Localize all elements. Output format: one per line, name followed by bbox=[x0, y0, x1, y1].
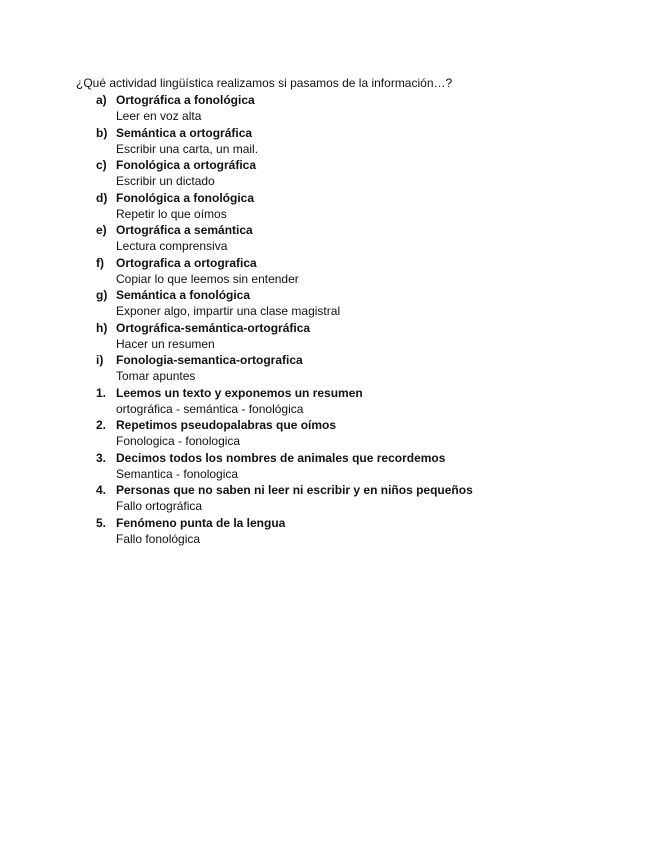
list-item bbox=[96, 450, 616, 483]
item-marker: 5. bbox=[96, 515, 107, 530]
item-detail: ortográfica - semántica - fonológica bbox=[116, 401, 304, 416]
item-content bbox=[116, 352, 616, 385]
item-detail: Exponer algo, impartir una clase magistral bbox=[116, 304, 341, 318]
item-content bbox=[116, 515, 616, 548]
item-title: Leemos un texto y exponemos un resumen bbox=[116, 385, 363, 400]
item-title: Semántica a fonológica bbox=[116, 288, 251, 302]
item-detail: Fallo ortográfica bbox=[116, 499, 203, 513]
item-marker: f) bbox=[96, 255, 104, 270]
item-detail: Lectura comprensiva bbox=[116, 239, 228, 253]
item-content bbox=[116, 92, 616, 125]
item-marker: g) bbox=[96, 288, 108, 302]
item-marker: a) bbox=[96, 93, 107, 107]
item-marker: 2. bbox=[96, 418, 107, 432]
item-title: Ortográfica a semántica bbox=[116, 223, 253, 237]
list-item bbox=[96, 125, 616, 158]
list-item bbox=[96, 222, 616, 255]
list-item bbox=[96, 417, 616, 450]
item-content bbox=[116, 157, 616, 190]
item-title: Ortografica a ortografica bbox=[116, 255, 257, 270]
item-detail: Escribir un dictado bbox=[116, 174, 215, 188]
item-title: Ortográfica-semántica-ortográfica bbox=[116, 320, 311, 335]
item-content bbox=[116, 125, 616, 158]
answer-list bbox=[96, 92, 616, 547]
item-content bbox=[116, 417, 616, 450]
item-detail: Tomar apuntes bbox=[116, 369, 196, 383]
question-text: ¿Qué actividad lingüística realizamos si pasamos de la información…? bbox=[76, 76, 453, 90]
item-title: Ortográfica a fonológica bbox=[116, 93, 255, 107]
item-marker: 3. bbox=[96, 450, 107, 465]
item-detail: Hacer un resumen bbox=[116, 336, 215, 351]
list-item bbox=[96, 92, 616, 125]
item-content bbox=[116, 287, 616, 320]
item-title: Fonológica a ortográfica bbox=[116, 158, 257, 172]
item-detail: Fallo fonológica bbox=[116, 531, 201, 546]
item-content bbox=[116, 482, 616, 515]
list-item bbox=[96, 482, 616, 515]
item-marker: b) bbox=[96, 125, 108, 140]
item-content bbox=[116, 255, 616, 288]
list-item bbox=[96, 352, 616, 385]
item-content bbox=[116, 385, 616, 418]
item-content bbox=[116, 320, 616, 353]
item-detail: Copiar lo que leemos sin entender bbox=[116, 271, 299, 286]
list-item bbox=[96, 255, 616, 288]
item-title: Fonologia-semantica-ortografica bbox=[116, 353, 303, 367]
item-title: Fenómeno punta de la lengua bbox=[116, 515, 286, 530]
item-title: Decimos todos los nombres de animales que recordemos bbox=[116, 450, 446, 465]
list-item bbox=[96, 190, 616, 223]
item-marker: h) bbox=[96, 320, 108, 335]
item-content bbox=[116, 222, 616, 255]
list-item bbox=[96, 287, 616, 320]
list-item bbox=[96, 157, 616, 190]
item-title: Semántica a ortográfica bbox=[116, 125, 253, 140]
list-item bbox=[96, 320, 616, 353]
item-marker: e) bbox=[96, 223, 107, 237]
item-marker: i) bbox=[96, 353, 104, 367]
item-detail: Leer en voz alta bbox=[116, 109, 202, 123]
item-content bbox=[116, 190, 616, 223]
item-detail: Semantica - fonologica bbox=[116, 466, 239, 481]
item-marker: c) bbox=[96, 158, 107, 172]
item-content bbox=[116, 450, 616, 483]
item-marker: 1. bbox=[96, 385, 107, 400]
item-detail: Fonologica - fonologica bbox=[116, 434, 241, 448]
item-title: Personas que no saben ni leer ni escribir y en niños pequeños bbox=[116, 483, 473, 497]
item-marker: d) bbox=[96, 190, 108, 205]
item-marker: 4. bbox=[96, 483, 107, 497]
list-item bbox=[96, 515, 616, 548]
item-detail: Escribir una carta, un mail. bbox=[116, 141, 259, 156]
item-title: Repetimos pseudopalabras que oímos bbox=[116, 418, 337, 432]
item-detail: Repetir lo que oímos bbox=[116, 206, 227, 221]
list-item bbox=[96, 385, 616, 418]
item-title: Fonológica a fonológica bbox=[116, 190, 254, 205]
